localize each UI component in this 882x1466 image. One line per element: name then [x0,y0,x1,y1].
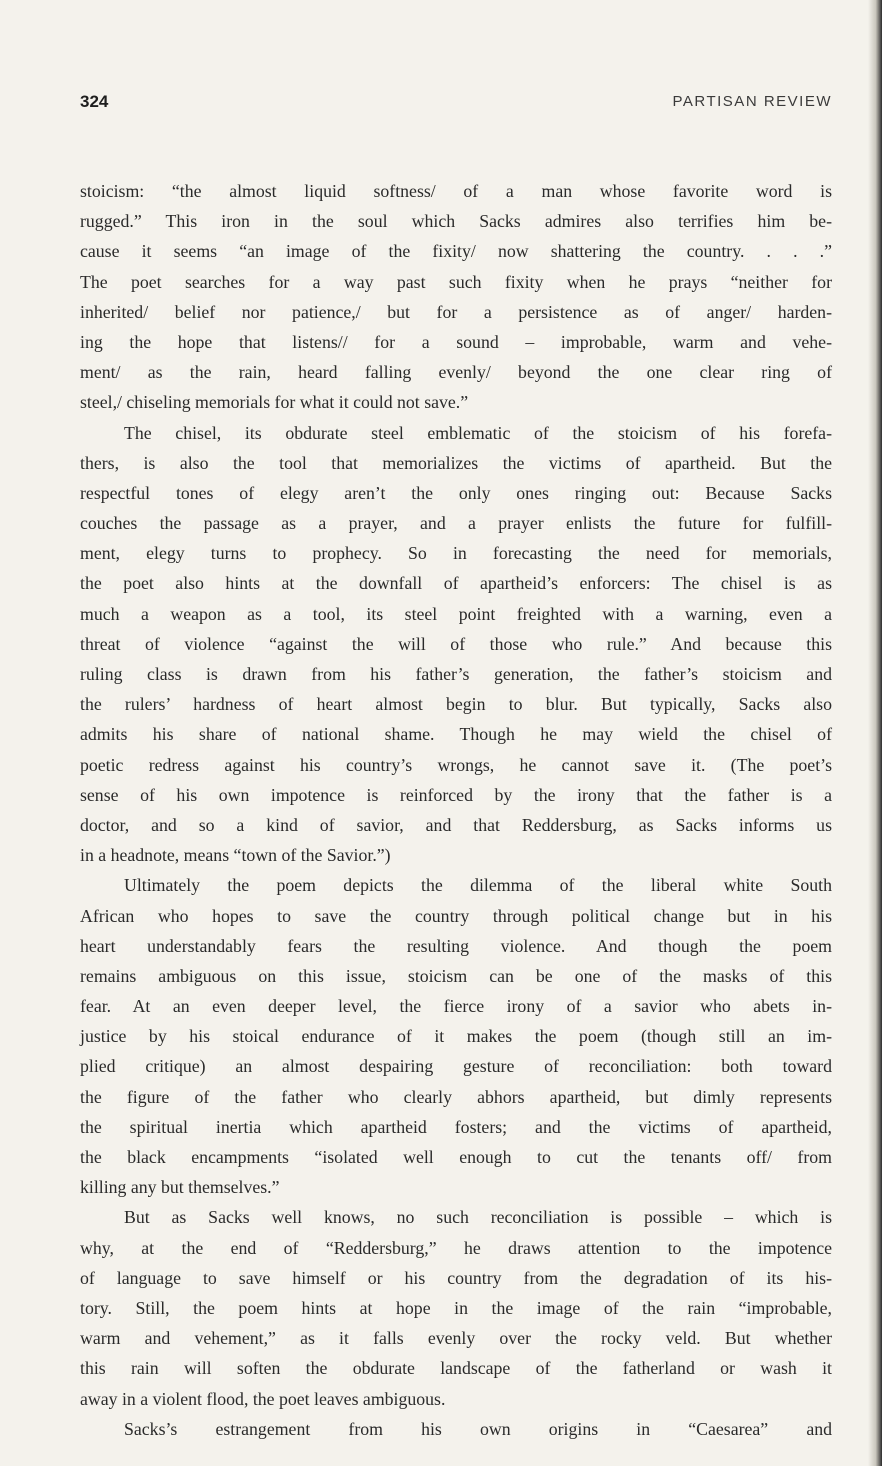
text-line: in a headnote, means “town of the Savior.”) [80,845,391,866]
text-line: respectful tones of elegy aren’t the only ones ringing out: Because Sacks [80,482,832,503]
text-line: rugged.” This iron in the soul which Sacks admires also terrifies him be- [80,211,832,232]
text-line: warm and vehement,” as it falls evenly over the rocky veld. But whether [80,1328,832,1349]
text-line: the rulers’ hardness of heart almost begin to blur. But typically, Sacks also [80,694,832,715]
text-line: why, at the end of “Reddersburg,” he draws attention to the impotence [80,1237,832,1258]
text-line: much a weapon as a tool, its steel point freighted with a warning, even a [80,603,832,624]
text-line: ment/ as the rain, heard falling evenly/ beyond the one clear ring of [80,362,832,383]
page-number: 324 [80,92,109,111]
page-edge-shadow [868,0,882,1466]
text-line: of language to save himself or his country from the degradation of its his- [80,1267,832,1288]
text-line: away in a violent flood, the poet leaves ambiguous. [80,1388,446,1409]
text-line: tory. Still, the poem hints at hope in the image of the rain “improbable, [80,1297,832,1318]
text-line: The poet searches for a way past such fixity when he prays “neither for [80,271,832,292]
text-line: sense of his own impotence is reinforced by the irony that the father is a [80,784,832,805]
text-line: doctor, and so a kind of savior, and that Reddersburg, as Sacks informs us [80,814,832,835]
text-line: cause it seems “an image of the fixity/ now shattering the country. . . .” [80,241,832,262]
body-text [80,176,832,1444]
text-line: the black encampments “isolated well enough to cut the tenants off/ from [80,1147,832,1167]
text-line: the poet also hints at the downfall of apartheid’s enforcers: The chisel is as [80,573,832,594]
text-line: killing any but themselves.” [80,1177,280,1198]
text-line: admits his share of national shame. Though he may wield the chisel of [80,724,832,745]
journal-title: PARTISAN REVIEW [672,93,832,110]
text-line: the figure of the father who clearly abhors apartheid, but dimly represents [80,1086,832,1107]
text-line: The chisel, its obdurate steel emblematic of the stoicism of his forefa- [124,422,832,443]
text-line: Sacks’s estrangement from his own origins in “Caesarea” and [124,1418,832,1439]
text-line: justice by his stoical endurance of it makes the poem (though still an im- [80,1026,832,1047]
text-line: African who hopes to save the country through political change but in his [80,905,832,926]
text-line: Ultimately the poem depicts the dilemma of the liberal white South [124,875,832,896]
text-line: ruling class is drawn from his father’s generation, the father’s stoicism and [80,664,832,684]
text-line: poetic redress against his country’s wrongs, he cannot save it. (The poet’s [80,754,832,775]
text-line: But as Sacks well knows, no such reconciliation is possible – which is [124,1207,832,1228]
text-line: remains ambiguous on this issue, stoicism can be one of the masks of this [80,965,832,986]
text-line: ment, elegy turns to prophecy. So in forecasting the need for memorials, [80,543,832,564]
text-line: plied critique) an almost despairing gesture of reconciliation: both toward [80,1056,832,1077]
text-line: inherited/ belief nor patience,/ but for a persistence as of anger/ harden- [80,301,832,322]
text-line: the spiritual inertia which apartheid fosters; and the victims of apartheid, [80,1116,832,1137]
text-line: couches the passage as a prayer, and a prayer enlists the future for fulfill- [80,513,832,534]
text-line: thers, is also the tool that memorializes the victims of apartheid. But the [80,452,832,473]
text-line: steel,/ chiseling memorials for what it could not save.” [80,392,469,413]
text-line: fear. At an even deeper level, the fierce irony of a savior who abets in- [80,996,832,1017]
running-header [80,92,832,116]
text-line: heart understandably fears the resulting violence. And though the poem [80,935,832,956]
text-line: ing the hope that listens// for a sound – improbable, warm and vehe- [80,331,832,352]
text-line: this rain will soften the obdurate landscape of the fatherland or wash it [80,1358,832,1379]
text-line: threat of violence “against the will of those who rule.” And because this [80,633,832,654]
text-line: stoicism: “the almost liquid softness/ of a man whose favorite word is [80,181,832,201]
